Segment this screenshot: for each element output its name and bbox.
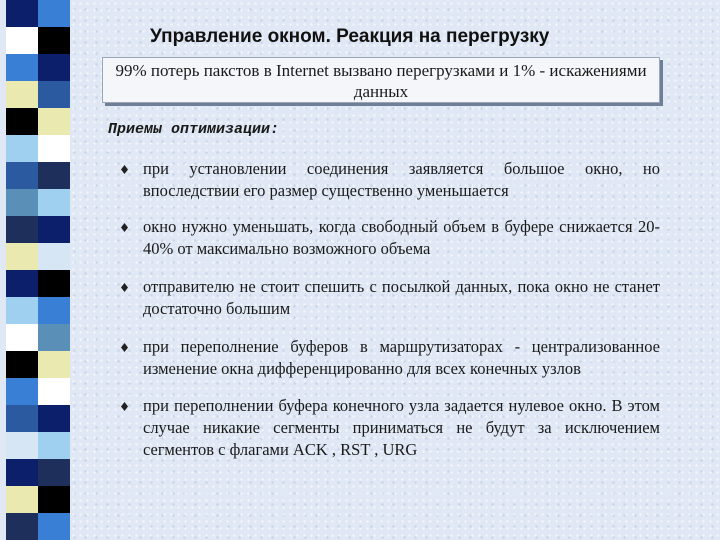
diamond-bullet-icon: [121, 343, 128, 352]
stripe-block: [38, 513, 70, 540]
diamond-bullet-icon: [121, 402, 128, 411]
stripe-block: [38, 189, 70, 216]
bullet-text: при переполнении буфера конечного узла задается нулевое окно. В этом случае никакие сегменты приниматься не будут за исключением сегментов с флагами ACK , RST , URG: [143, 396, 660, 459]
stripe-block: [6, 513, 38, 540]
stripe-block: [38, 324, 70, 351]
stripe-block: [6, 351, 38, 378]
stripe-block: [6, 243, 38, 270]
stripe-block: [38, 459, 70, 486]
diamond-bullet-icon: [121, 283, 128, 292]
stripe-block: [6, 0, 38, 27]
bullet-item: [118, 276, 660, 320]
bullet-item: [118, 395, 660, 461]
stripe-block: [6, 27, 38, 54]
stripe-block: [6, 378, 38, 405]
stripe-block: [6, 81, 38, 108]
note-box: [102, 57, 660, 103]
stripe-block: [6, 297, 38, 324]
diamond-bullet-icon: [121, 223, 128, 232]
stripe-block: [38, 81, 70, 108]
stripe-block: [38, 54, 70, 81]
stripe-block: [6, 216, 38, 243]
stripe-block: [38, 351, 70, 378]
stripe-block: [38, 162, 70, 189]
stripe-block: [38, 243, 70, 270]
stripe-block: [6, 432, 38, 459]
bullet-text: при переполнение буферов в маршрутизаторах - централизованное изменение окна дифференцированно для всех конечных узлов: [143, 337, 660, 378]
stripe-block: [38, 270, 70, 297]
bullet-item: [118, 158, 660, 202]
stripe-block: [38, 0, 70, 27]
stripe-block: [38, 108, 70, 135]
stripe-block: [6, 270, 38, 297]
bullet-text: отправителю не стоит спешить с посылкой данных, пока окно не станет достаточно большим: [143, 277, 660, 318]
stripe-block: [6, 54, 38, 81]
stripe-block: [6, 189, 38, 216]
stripe-block: [6, 405, 38, 432]
slide-title: Управление окном. Реакция на перегрузку: [150, 26, 550, 47]
stripe-block: [38, 486, 70, 513]
bullet-text: при установлении соединения заявляется большое окно, но впоследствии его размер существенно уменьшается: [143, 159, 660, 200]
stripe-column-right: [38, 0, 70, 540]
stripe-block: [38, 27, 70, 54]
stripe-block: [6, 135, 38, 162]
stripe-column-left: [6, 0, 38, 540]
stripe-block: [6, 324, 38, 351]
bullet-item: [118, 216, 660, 260]
stripe-block: [38, 135, 70, 162]
stripe-block: [38, 216, 70, 243]
note-box-text: 99% потерь пакстов в Internet вызвано перегрузками и 1% - искажениями данных: [115, 61, 647, 101]
bullet-text: окно нужно уменьшать, когда свободный объем в буфере снижается 20-40% от максимально возможного объема: [143, 217, 660, 258]
stripe-block: [6, 162, 38, 189]
bullet-item: [118, 336, 660, 380]
stripe-block: [6, 108, 38, 135]
section-heading: Приемы оптимизации:: [108, 121, 280, 138]
stripe-block: [6, 459, 38, 486]
stripe-block: [38, 378, 70, 405]
bullet-list: [118, 158, 660, 461]
decorative-stripe: [0, 0, 72, 540]
stripe-block: [38, 297, 70, 324]
stripe-block: [38, 405, 70, 432]
stripe-block: [6, 486, 38, 513]
diamond-bullet-icon: [121, 165, 128, 174]
stripe-block: [38, 432, 70, 459]
